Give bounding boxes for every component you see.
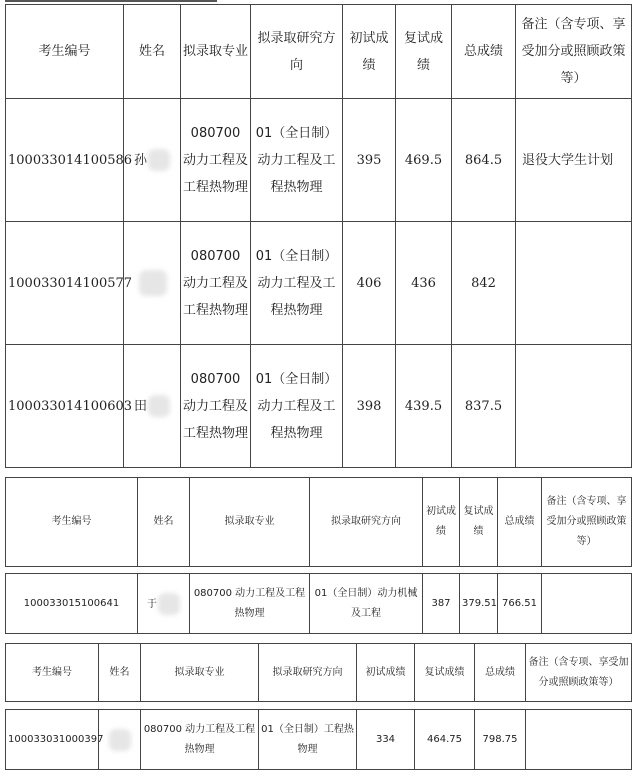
candidate-id: 100033031000397 <box>6 710 99 770</box>
redaction-blur <box>158 593 180 615</box>
header-cell: 总成绩 <box>452 5 516 99</box>
note: 退役大学生计划 <box>516 99 632 222</box>
total-score: 798.75 <box>475 710 526 770</box>
research-direction: 01（全日制）动力工程及工程热物理 <box>251 345 343 468</box>
table-header-row <box>6 5 632 99</box>
retest-score: 469.5 <box>396 99 452 222</box>
header-cell: 姓名 <box>124 5 181 99</box>
table-header-row <box>6 478 632 567</box>
major: 080700 动力工程及工程热物理 <box>141 710 259 770</box>
table-row <box>6 574 632 634</box>
candidate-name: 于 <box>138 574 190 634</box>
admission-table-3 <box>5 643 632 770</box>
note <box>526 710 632 770</box>
table-row <box>6 222 632 345</box>
retest-score: 439.5 <box>396 345 452 468</box>
note <box>516 222 632 345</box>
redaction-blur <box>148 149 170 171</box>
initial-score: 398 <box>343 345 396 468</box>
initial-score: 406 <box>343 222 396 345</box>
table-row <box>6 710 632 770</box>
header-cell: 姓名 <box>99 644 141 702</box>
header-cell: 初试成绩 <box>357 644 415 702</box>
header-cell: 考生编号 <box>6 5 124 99</box>
major: 080700 动力工程及工程热物理 <box>181 222 251 345</box>
header-cell: 姓名 <box>138 478 190 567</box>
header-cell: 总成绩 <box>475 644 526 702</box>
initial-score: 334 <box>357 710 415 770</box>
research-direction: 01（全日制）动力工程及工程热物理 <box>251 99 343 222</box>
retest-score: 379.51 <box>460 574 498 634</box>
top-rule <box>5 0 217 2</box>
research-direction: 01（全日制）工程热物理 <box>259 710 357 770</box>
major: 080700 动力工程及工程热物理 <box>181 99 251 222</box>
header-cell: 拟录取研究方向 <box>259 644 357 702</box>
research-direction: 01（全日制）动力工程及工程热物理 <box>251 222 343 345</box>
candidate-name <box>99 710 141 770</box>
header-cell: 拟录取专业 <box>190 478 310 567</box>
header-cell: 拟录取专业 <box>181 5 251 99</box>
total-score: 837.5 <box>452 345 516 468</box>
candidate-id: 100033014100586 <box>6 99 124 222</box>
candidate-id: 100033015100641 <box>6 574 138 634</box>
candidate-name: 孙 <box>124 99 181 222</box>
major: 080700 动力工程及工程热物理 <box>181 345 251 468</box>
total-score: 842 <box>452 222 516 345</box>
redaction-blur <box>139 270 167 296</box>
header-cell: 备注（含专项、享受加分或照顾政策等） <box>516 5 632 99</box>
header-cell: 拟录取研究方向 <box>251 5 343 99</box>
header-cell: 拟录取专业 <box>141 644 259 702</box>
table-gap <box>6 702 632 710</box>
total-score: 864.5 <box>452 99 516 222</box>
candidate-name <box>124 222 181 345</box>
table-row <box>6 99 632 222</box>
header-cell: 拟录取研究方向 <box>310 478 423 567</box>
major: 080700 动力工程及工程热物理 <box>190 574 310 634</box>
redaction-blur <box>109 729 131 751</box>
header-cell: 考生编号 <box>6 644 99 702</box>
header-cell: 备注（含专项、享受加分或照顾政策等） <box>526 644 632 702</box>
table-header-row <box>6 644 632 702</box>
total-score: 766.51 <box>498 574 542 634</box>
header-cell: 备注（含专项、享受加分或照顾政策等） <box>542 478 632 567</box>
header-cell: 初试成绩 <box>423 478 460 567</box>
admission-table-1 <box>5 4 632 468</box>
redaction-blur <box>148 395 170 417</box>
candidate-name: 田 <box>124 345 181 468</box>
header-cell: 复试成绩 <box>415 644 475 702</box>
note <box>542 574 632 634</box>
note <box>516 345 632 468</box>
header-cell: 复试成绩 <box>460 478 498 567</box>
retest-score: 464.75 <box>415 710 475 770</box>
table-row <box>6 345 632 468</box>
header-cell: 初试成绩 <box>343 5 396 99</box>
candidate-id: 100033014100603 <box>6 345 124 468</box>
header-cell: 考生编号 <box>6 478 138 567</box>
header-cell: 复试成绩 <box>396 5 452 99</box>
header-cell: 总成绩 <box>498 478 542 567</box>
initial-score: 387 <box>423 574 460 634</box>
candidate-id: 100033014100577 <box>6 222 124 345</box>
initial-score: 395 <box>343 99 396 222</box>
table-gap <box>6 567 632 574</box>
admission-table-2 <box>5 477 632 634</box>
research-direction: 01（全日制）动力机械及工程 <box>310 574 423 634</box>
retest-score: 436 <box>396 222 452 345</box>
